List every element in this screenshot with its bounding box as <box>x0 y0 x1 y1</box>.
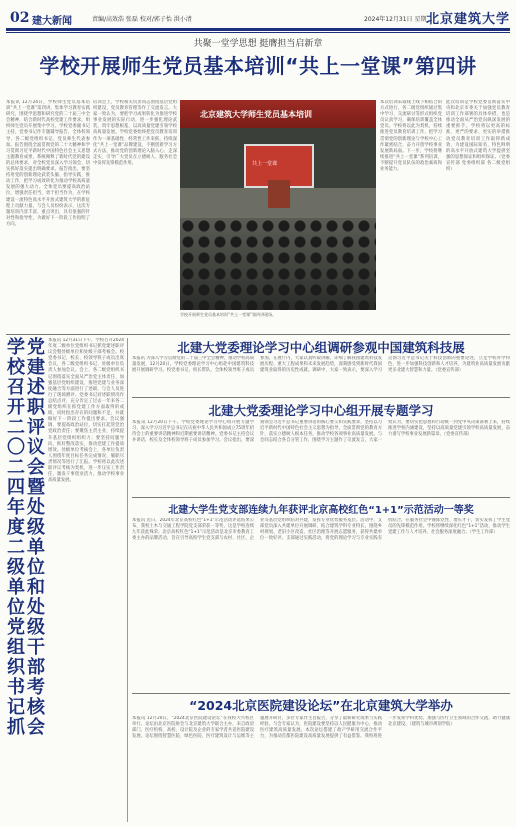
lead-headline: 学校开展师生党员基本培训“共上一堂课”第四讲 <box>39 54 477 78</box>
column-divider <box>127 338 128 822</box>
vertical-article-text: 本报讯 12月31日下午，学校召开2024年度二级单位党组织书记抓党建述职评议会暨处级单位和处级干部考核会。校党委书记、校长、校领导班子成员出席会议，各二级党组织书记、处级单位负责人参加会议。会上，各二级党组织书记围绕落实全面从严治党主体责任、加强基层党组织建设、推进党建与业务深度融合等方面进行了述职，与会人员进行了现场测评。党委书记对述职情况作总结点评，充分肯定了过去一年来各二级党组织在抓党建工作方面取得的成绩，同时指出存在的问题和不足，并就做好下一阶段工作提出要求。会议强调，要提高政治站位，切实扛起管党治党政治责任；要聚焦主责主业，持续提升基层党组织组织力；要坚持问题导向，抓好整改落实，推动党建工作提质增效。处级单位考核会上，各单位负责人围绕年度目标任务完成情况、履职尽责情况等进行了汇报。学校将以此次述职评议考核为契机，进一步压实工作责任，激发干事创业活力，推动学校事业高质量发展。 <box>48 338 124 484</box>
lead-text-col-2: 培训会上，学校相关负责同志围绕基层党组织建设、党员教育管理等作了交流发言。大家一致认为，要把学习成果转化为推进学校事业发展的实际行动，进一步强化理论武装，筑牢思想根基，以高质量党建引领学校高质量发展。学校党委始终把党员教育培训作为一项基础性、经常性工作来抓，持续深化“共上一堂课”品牌建设，不断创新学习方式方法，推动党的创新理论入脑入心、走深走实，引导广大党员在立德树人、服务社会中发挥先锋模范作用。 <box>93 100 177 166</box>
lead-text-col-1: 本报讯 12月24日，学校师生党员基本培训“共上一堂课”第四讲，集体学习教育实践研究，围绕学思想和研究党的二十届三中全会精神，结合新时代高校党建工作要求，组织师生党员开展集中学习。学校党委副书记主持，党委书记作专题辅导报告，全体校领导、各二级党组织书记、党员师生代表参加。报告围绕全面贯彻党的二十大精神和学习贯彻习近平新时代中国特色社会主义思想主题教育成果，系统阐释了新时代党的建设的总体要求，对全校党员深入学习领会、切实抓好落实提出明确要求。报告指出，要坚持用党的创新理论武装头脑、指导实践、推动工作，把学习成效转化为推动学校高质量发展的强大动力。全体党员要提高政治站位，增强责任担当，勇于担当作为，在学校建设一流特色高水平开放式建筑大学的新征程上贡献力量。与会人员纷纷表示，这次专题培训内容丰富、重点突出，具有很强的针对性和指导性，为做好下一阶段工作指明了方向。 <box>6 100 90 227</box>
divider-a2 <box>132 397 510 398</box>
vertical-headline <box>6 338 44 758</box>
issue-date: 2024年12月31日 星期二 <box>364 16 433 23</box>
photo-screen-text: 共上一堂课 <box>252 161 278 167</box>
masthead-logo: 北京建筑大学 <box>426 12 511 27</box>
article5-headline: “2024北京医院建设论坛”在北京建筑大学举办 <box>189 698 453 713</box>
section-title: 建大新闻 <box>32 16 72 27</box>
lead-photo <box>180 100 376 310</box>
article2-text: 本报讯 为深入学习贯彻党的二十届三中全会精神，推动学校高质量发展，12月20日，学校党委理论学习中心组赴中国建筑科技展开展调研学习。校党委书记、校长带队，全体校领导班子成员参加。在展厅内，大家认真听取讲解，详细了解我国建筑科技发展历程、重大工程成果和未来发展趋势，深刻感受到新时代我国建筑业取得的历史性成就。调研中，大家一致表示，要深入学习贯彻习近平总书记关于科技创新的重要论述，立足学校办学特色，进一步加强科技创新和人才培养，为建筑业高质量发展贡献更多北建大智慧和力量。（党委宣传部） <box>132 356 510 374</box>
photo-podium <box>268 180 290 208</box>
article4-text: 本报讯 近日，2024年北京高校红色“1+1”示范活动评选结果公布，我校土木与交通工程学院党支部荣获一等奖，这是学校连续九年获此殊荣。北京高校红色“1+1”示范活动是北京市委教育工委主办的品牌活动，旨在引导高校学生党支部与农村、社区、企业等基层党组织结对共建，发挥专业优势服务基层。活动中，支部党员深入共建单位开展调研，结合建筑学科专业特长，围绕乡村规划、老旧小区改造、社区治理等开展志愿服务，获得共建单位一致好评。支部通过实践活动，将党的理论学习与专业实践有机结合，在服务社会中锤炼党性、增长才干，切实发挥了学生党员的先锋模范作用。学校将继续深化红色“1+1”活动，推动学生党建工作与人才培养、社会服务深度融合。（学生工作部） <box>132 518 510 542</box>
photo-caption: 学校开展师生党员基本培训“共上一堂课”第四讲现场。 <box>180 312 277 317</box>
page-number: 02 <box>10 10 30 26</box>
photo-audience <box>180 218 376 310</box>
lead-kicker: 共聚一堂学思想 挺膺担当启新章 <box>193 39 323 49</box>
article5-text: 本报讯 12月20日，“2024北京医院建设论坛”在我校大兴校区举行。论坛由北京医院协会与北京建筑大学联合主办，来自政府部门、医疗机构、高校、设计院及企业的专家学者共话医院建设发展。论坛围绕智慧医院、绿色医院、医疗建筑设计与运维等主题展开研讨，多位专家作主旨报告，分享了最新研究成果与实践经验。与会专家认为，医院建设要坚持以人民健康为中心，推动医疗建筑高质量发展。本次论坛搭建了政产学研用交流合作平台，为推动首都医院建设高质量发展提供了有益借鉴。我校将进一步发挥学科优势，加强与医疗卫生领域的合作交流，助力健康北京建设。（建筑与城市规划学院） <box>132 716 510 740</box>
vertical-headline-col-1: 学校召开二〇二四年度二级单位党组织书记抓 <box>7 337 25 738</box>
divider-lead <box>6 334 510 335</box>
lead-text-col-4: 此次培训是学校党委贯彻落实中央和北京市委关于加强党员教育培训工作部署的具体举措，也是推动全面从严治党向纵深发展的重要抓手。学校将以更高的标准、更严的要求、更实的举措推动党员教育培训工作取得新成效，为建设国际知名、特色鲜明的高水平开放式建筑大学提供坚强的思想保证和组织保证。（党委宣传部 党委组织部 各二级党组织） <box>446 100 510 173</box>
photo-banner-text: 北京建筑大学师生党员基本培训 <box>200 110 312 119</box>
article4-headline: 北建大学生党支部连续九年获评北京高校红色“1+1”示范活动一等奖 <box>168 505 474 516</box>
page-header <box>6 4 510 34</box>
article3-headline: 北建大党委理论学习中心组开展专题学习 <box>208 403 434 418</box>
divider-a4 <box>132 693 510 694</box>
editor-credits: 责编/高效浩 张磊 校对/郭子怡 洪小清 <box>92 16 192 23</box>
lead-text-col-3: 本次培训采取线上线下相结合的方式进行，各二级党组织通过集中学习、交流研讨等形式组织党员认真学习，确保培训覆盖全体党员。学校将以此为契机，持续推进党员教育培训工作，把学习贯彻党的创新理论与学校中心工作紧密结合，奋力开创学校事业发展新局面。下一步，学校将继续推进“共上一堂课”系列培训，不断提升党员队伍的政治素质和业务能力。 <box>380 100 442 173</box>
article3-text: 本报讯 12月20日下午，学校党委理论学习中心组开展专题学习，深入学习习近平总书记在庆祝中华人民共和国成立75周年招待会上的重要讲话精神和近期重要讲话精神。党委书记主持会议并讲话，校长及全体校领导班子成员参加学习。会议指出，要深刻领会习近平总书记重要讲话的核心要义和实践要求，坚持以习近平新时代中国特色社会主义思想为指导，全面贯彻党的教育方针，落实立德树人根本任务，推动学校各项事业高质量发展。与会同志结合各自分管工作，围绕学习主题作了交流发言，大家一致认为，要切实把思想和行动统一到党中央决策部署上来，持续推进学校内涵建设，坚持以高质量党建引领学校高质量发展，奋力谱写学校事业发展新篇章。（党委宣传部） <box>132 420 510 444</box>
header-rule <box>6 28 510 31</box>
vertical-headline-col-2: 党建述职评议会暨处级单位和处级干部考核会 <box>27 337 45 738</box>
photo-banner <box>180 100 376 128</box>
header-rule-thin <box>6 32 510 33</box>
divider-a3 <box>132 497 510 498</box>
article2-headline: 北建大党委理论学习中心组调研参观中国建筑科技展 <box>177 340 465 355</box>
